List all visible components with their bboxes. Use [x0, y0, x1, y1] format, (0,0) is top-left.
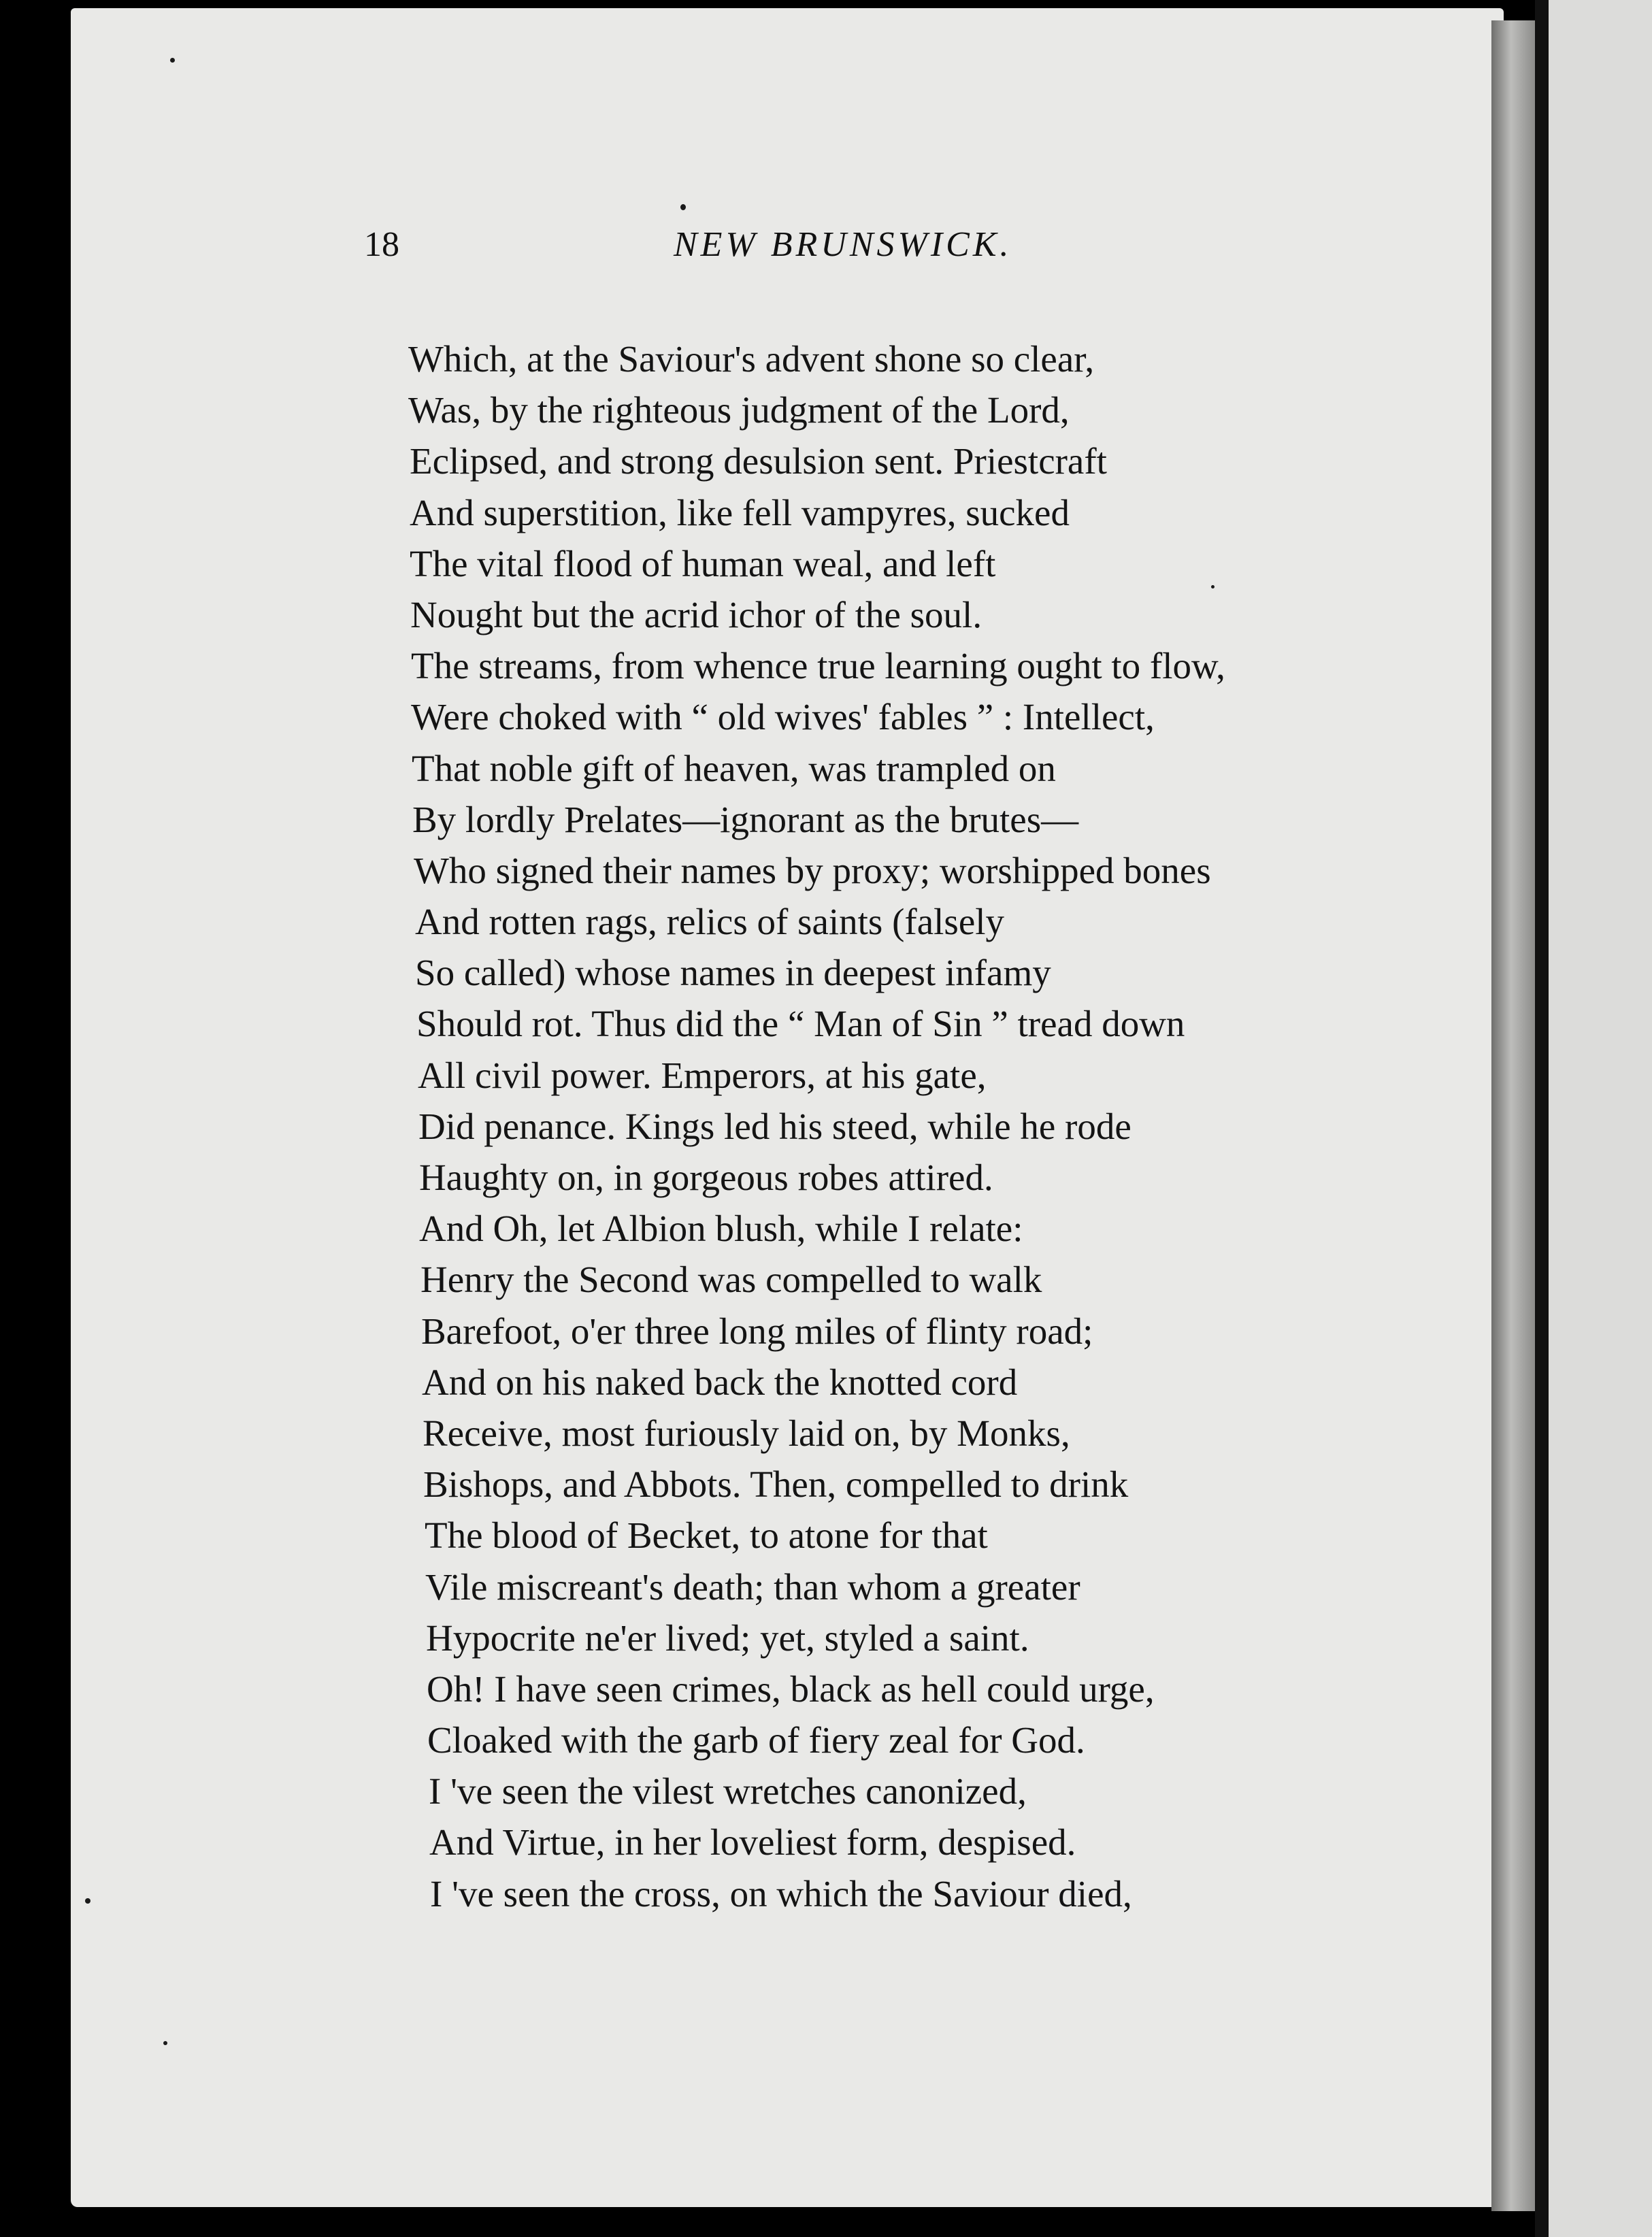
page-binding-shadow [1491, 20, 1535, 2211]
poem-line: And Oh, let Albion blush, while I relate: [419, 1208, 1023, 1250]
poem-line: Henry the Second was compelled to walk [420, 1259, 1042, 1301]
poem-line: Cloaked with the garb of fiery zeal for God. [427, 1719, 1085, 1761]
poem-line: And Virtue, in her loveliest form, despised. [429, 1821, 1076, 1863]
poem-line: Nought but the acrid ichor of the soul. [410, 593, 982, 635]
poem-line: I 've seen the vilest wretches canonized, [429, 1770, 1027, 1812]
poem-line: Hypocrite ne'er lived; yet, styled a saint. [426, 1617, 1029, 1659]
poem-line: And on his naked back the knotted cord [422, 1361, 1018, 1403]
poem-line: Vile miscreant's death; than whom a greater [425, 1565, 1080, 1608]
poem-line: The vital flood of human weal, and left [410, 542, 996, 584]
poem-line: By lordly Prelates—ignorant as the brutes— [412, 798, 1079, 840]
poem-line: The streams, from whence true learning ought to flow, [411, 645, 1225, 687]
scan-speck [163, 2041, 167, 2045]
poem-text [408, 333, 1374, 1953]
poem-line: Were choked with “ old wives' fables ” : Intellect, [411, 696, 1155, 738]
running-head: NEW BRUNSWICK. [674, 225, 1012, 264]
poem-line: Barefoot, o'er three long miles of flinty road; [421, 1310, 1093, 1352]
scan-speck [680, 204, 686, 210]
poem-line: Was, by the righteous judgment of the Lord, [408, 389, 1070, 431]
poem-line: Receive, most furiously laid on, by Monks, [423, 1412, 1070, 1454]
poem-line: So called) whose names in deepest infamy [415, 952, 1051, 994]
page-header [0, 225, 1652, 279]
poem-line: Who signed their names by proxy; worshipped bones [414, 849, 1211, 891]
poem-line: Did penance. Kings led his steed, while he rode [418, 1105, 1131, 1147]
poem-line: Oh! I have seen crimes, black as hell could urge, [427, 1668, 1155, 1710]
scan-speck [170, 58, 175, 63]
poem-line: All civil power. Emperors, at his gate, [418, 1054, 987, 1096]
poem-line: That noble gift of heaven, was trampled on [412, 747, 1056, 789]
scan-speck [85, 1898, 90, 1904]
page-number: 18 [364, 225, 399, 264]
poem-line: And superstition, like fell vampyres, sucked [410, 491, 1070, 533]
adjacent-page-edge [1549, 0, 1652, 2237]
poem-line: I 've seen the cross, on which the Saviour died, [430, 1872, 1132, 1915]
page-gap [1535, 0, 1550, 2237]
poem-line: And rotten rags, relics of saints (falsely [415, 901, 1005, 943]
poem-line: Which, at the Saviour's advent shone so clear, [408, 338, 1095, 380]
poem-line: The blood of Becket, to atone for that [425, 1514, 988, 1557]
poem-line: Eclipsed, and strong desulsion sent. Priestcraft [410, 440, 1107, 482]
poem-line: Should rot. Thus did the “ Man of Sin ” tread down [416, 1003, 1185, 1045]
poem-line: Bishops, and Abbots. Then, compelled to drink [423, 1463, 1129, 1506]
poem-line: Haughty on, in gorgeous robes attired. [419, 1157, 993, 1198]
